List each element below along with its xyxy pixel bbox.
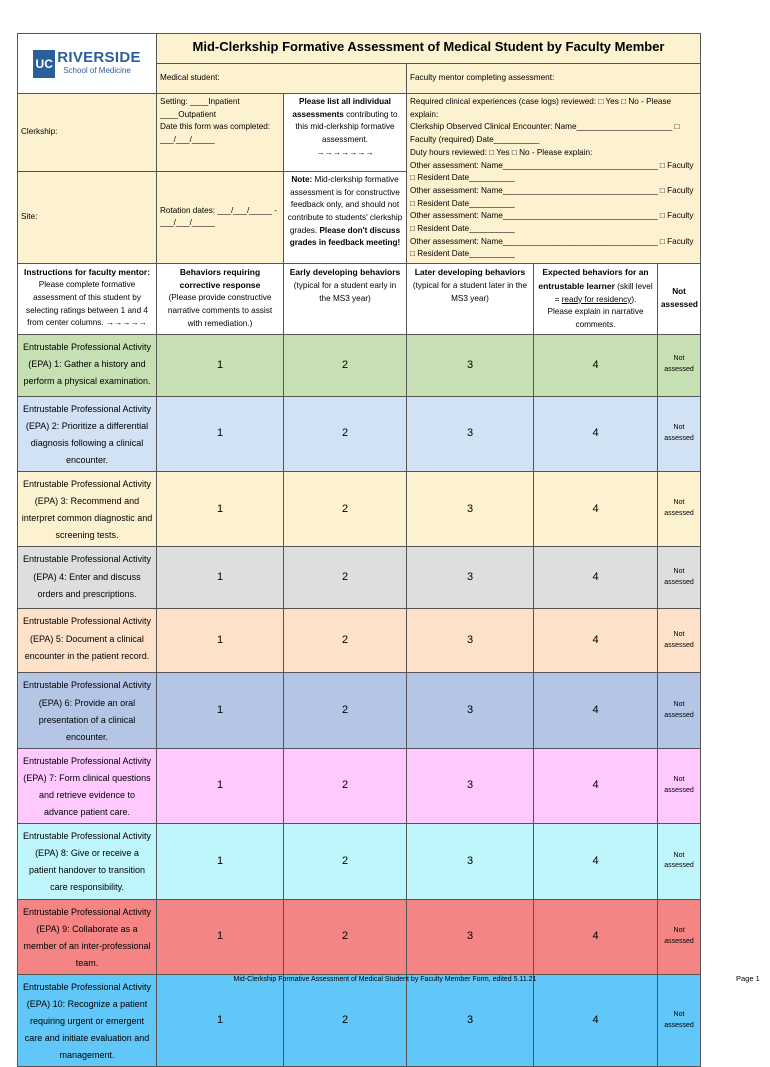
assessment-form	[17, 33, 701, 1067]
epa-row	[18, 824, 701, 899]
clerkship-field[interactable]: Clerkship:	[18, 94, 157, 172]
rating-1-option[interactable]: 1	[157, 472, 284, 547]
rating-2-option[interactable]: 2	[284, 334, 407, 396]
instructions-title: Instructions for faculty mentor:	[23, 267, 151, 278]
epa-row	[18, 396, 701, 471]
rating-2-option[interactable]: 2	[284, 396, 407, 471]
logo-name: RIVERSIDE	[57, 48, 141, 66]
rating-2-option[interactable]: 2	[284, 748, 407, 823]
epa-label: Entrustable Professional Activity (EPA) 10: Recognize a patient requiring urgent or emergent care and initiate evaluation and management.	[18, 974, 157, 1066]
rating-1-option[interactable]: 1	[157, 899, 284, 974]
instructions-text: Please complete formative assessment of this student by selecting ratings between 1 and 4 from center columns. →→→→→	[26, 280, 148, 328]
other-assessment-1[interactable]: Other assessment: Name__________________________________ □ Faculty □ Resident Date__________	[410, 160, 694, 183]
rating-3-option[interactable]: 3	[407, 396, 534, 471]
epa-label: Entrustable Professional Activity (EPA) 9: Collaborate as a member of an inter-professional team.	[18, 899, 157, 974]
rating-3-option[interactable]: 3	[407, 334, 534, 396]
site-field[interactable]: Site:	[18, 171, 157, 263]
setting-field[interactable]: Setting: ____Inpatient ____Outpatient	[160, 97, 240, 119]
rating-4-option[interactable]: 4	[534, 899, 658, 974]
logo	[18, 34, 157, 94]
rating-2-option[interactable]: 2	[284, 547, 407, 609]
rating-4-option[interactable]: 4	[534, 748, 658, 823]
epa-label: Entrustable Professional Activity (EPA) 6: Provide an oral presentation of a clinical encounter.	[18, 673, 157, 748]
list-assessments-note	[284, 94, 407, 172]
not-assessed-option[interactable]: Not assessed	[658, 824, 701, 899]
medical-student-field[interactable]: Medical student:	[157, 64, 407, 94]
other-assessment-3[interactable]: Other assessment: Name__________________________________ □ Faculty □ Resident Date__________	[410, 211, 694, 234]
epa-label: Entrustable Professional Activity (EPA) 7: Form clinical questions and retrieve evidence to advance patient care.	[18, 748, 157, 823]
not-assessed-option[interactable]: Not assessed	[658, 748, 701, 823]
col-expected-sub-link: ready for residency	[561, 294, 632, 304]
epa-row	[18, 673, 701, 748]
note-warning: Please don't discuss grades in feedback meeting!	[289, 225, 401, 248]
epa-row	[18, 547, 701, 609]
footer-text: Mid-Clerkship Formative Assessment of Medical Student by Faculty Member Form, edited 5.11.21	[233, 976, 537, 983]
rating-4-option[interactable]: 4	[534, 673, 658, 748]
col-early-title: Early developing behaviors	[289, 267, 401, 278]
epa-row	[18, 748, 701, 823]
not-assessed-option[interactable]: Not assessed	[658, 609, 701, 673]
setting-date-cell	[157, 94, 284, 172]
epa-row	[18, 899, 701, 974]
date-completed-field[interactable]: Date this form was completed: ___/___/_____	[160, 122, 271, 145]
duty-hours-field[interactable]: Duty hours reviewed: □ Yes □ No - Please explain:	[410, 147, 593, 157]
page-title: Mid-Clerkship Formative Assessment of Medical Student by Faculty Member	[157, 34, 701, 64]
page-number: Page 1	[736, 974, 760, 983]
epa-rows	[18, 334, 701, 1067]
not-assessed-option[interactable]: Not assessed	[658, 547, 701, 609]
not-assessed-option[interactable]: Not assessed	[658, 334, 701, 396]
rating-4-option[interactable]: 4	[534, 824, 658, 899]
rotation-dates-field[interactable]: Rotation dates: ___/___/_____ - ___/___/_____	[157, 171, 284, 263]
epa-label: Entrustable Professional Activity (EPA) 2: Prioritize a differential diagnosis following a clinical encounter.	[18, 396, 157, 471]
logo-subtitle: School of Medicine	[63, 65, 131, 75]
col-not-assessed-header: Not assessed	[658, 264, 701, 335]
col-expected-sub-pre: (skill level =	[554, 281, 653, 304]
epa-label: Entrustable Professional Activity (EPA) 8: Give or receive a patient handover to transition care responsibility.	[18, 824, 157, 899]
rating-2-option[interactable]: 2	[284, 472, 407, 547]
col-corrective-sub: (Please provide constructive narrative comments to assist with remediation.)	[167, 293, 273, 328]
rating-4-option[interactable]: 4	[534, 547, 658, 609]
epa-label: Entrustable Professional Activity (EPA) 4: Enter and discuss orders and prescriptions.	[18, 547, 157, 609]
not-assessed-option[interactable]: Not assessed	[658, 974, 701, 1066]
observed-encounter-field[interactable]: Clerkship Observed Clinical Encounter: Name_____________________ □ Faculty (required) Date__________	[410, 122, 680, 145]
required-experiences-field[interactable]: Required clinical experiences (case logs) reviewed: □ Yes □ No - Please explain:	[410, 97, 672, 119]
rating-4-option[interactable]: 4	[534, 396, 658, 471]
faculty-mentor-field[interactable]: Faculty mentor completing assessment:	[407, 64, 701, 94]
rating-3-option[interactable]: 3	[407, 974, 534, 1066]
epa-label: Entrustable Professional Activity (EPA) 1: Gather a history and perform a physical examination.	[18, 334, 157, 396]
not-assessed-option[interactable]: Not assessed	[658, 673, 701, 748]
not-assessed-option[interactable]: Not assessed	[658, 472, 701, 547]
rating-1-option[interactable]: 1	[157, 547, 284, 609]
col-later-sub: (typical for a student later in the MS3 year)	[412, 280, 528, 303]
rating-3-option[interactable]: 3	[407, 472, 534, 547]
rating-1-option[interactable]: 1	[157, 974, 284, 1066]
other-assessment-2[interactable]: Other assessment: Name__________________________________ □ Faculty □ Resident Date__________	[410, 185, 694, 208]
epa-row	[18, 334, 701, 396]
note-text: Mid-clerkship formative assessment is for constructive feedback only, and should not contribute to students' clerkship grades.	[287, 174, 403, 235]
rating-2-option[interactable]: 2	[284, 899, 407, 974]
col-expected-title: Expected behaviors for an entrustable learner	[538, 267, 649, 291]
epa-row	[18, 974, 701, 1066]
rating-1-option[interactable]: 1	[157, 673, 284, 748]
rating-2-option[interactable]: 2	[284, 673, 407, 748]
rating-3-option[interactable]: 3	[407, 824, 534, 899]
rating-1-option[interactable]: 1	[157, 609, 284, 673]
note-label: Note:	[291, 174, 313, 184]
rating-2-option[interactable]: 2	[284, 609, 407, 673]
rating-4-option[interactable]: 4	[534, 609, 658, 673]
epa-label: Entrustable Professional Activity (EPA) 3: Recommend and interpret common diagnostic and screening tests.	[18, 472, 157, 547]
col-early-header	[284, 264, 407, 335]
col-corrective-title: Behaviors requiring corrective response	[179, 267, 261, 291]
rating-3-option[interactable]: 3	[407, 748, 534, 823]
col-expected-sub-post: ).	[631, 294, 637, 304]
epa-label: Entrustable Professional Activity (EPA) 5: Document a clinical encounter in the patient record.	[18, 609, 157, 673]
rating-3-option[interactable]: 3	[407, 609, 534, 673]
col-corrective-header	[157, 264, 284, 335]
col-expected-header	[534, 264, 658, 335]
rating-1-option[interactable]: 1	[157, 396, 284, 471]
epa-row	[18, 609, 701, 673]
rating-4-option[interactable]: 4	[534, 472, 658, 547]
please-list-rest: contributing to this mid-clerkship formative assessment.	[295, 109, 398, 145]
not-assessed-option[interactable]: Not assessed	[658, 396, 701, 471]
please-list-bold: Please list all individual assessments	[292, 97, 391, 119]
grading-note	[284, 171, 407, 263]
instructions-header	[18, 264, 157, 335]
assessments-cell	[407, 94, 701, 264]
rating-3-option[interactable]: 3	[407, 673, 534, 748]
rating-4-option[interactable]: 4	[534, 974, 658, 1066]
col-expected-note: Please explain in narrative comments.	[547, 307, 644, 329]
rating-4-option[interactable]: 4	[534, 334, 658, 396]
epa-row	[18, 472, 701, 547]
other-assessment-4[interactable]: Other assessment: Name__________________________________ □ Faculty □ Resident Date__________	[410, 236, 694, 259]
rating-3-option[interactable]: 3	[407, 899, 534, 974]
col-early-sub: (typical for a student early in the MS3 year)	[293, 280, 397, 303]
logo-mark: UC	[33, 50, 55, 78]
arrow-icon: →→→→→→→	[316, 147, 374, 157]
col-later-title: Later developing behaviors	[414, 267, 526, 278]
rating-1-option[interactable]: 1	[157, 748, 284, 823]
rating-2-option[interactable]: 2	[284, 824, 407, 899]
rating-2-option[interactable]: 2	[284, 974, 407, 1066]
rating-3-option[interactable]: 3	[407, 547, 534, 609]
rating-1-option[interactable]: 1	[157, 824, 284, 899]
not-assessed-option[interactable]: Not assessed	[658, 899, 701, 974]
rating-1-option[interactable]: 1	[157, 334, 284, 396]
col-later-header	[407, 264, 534, 335]
